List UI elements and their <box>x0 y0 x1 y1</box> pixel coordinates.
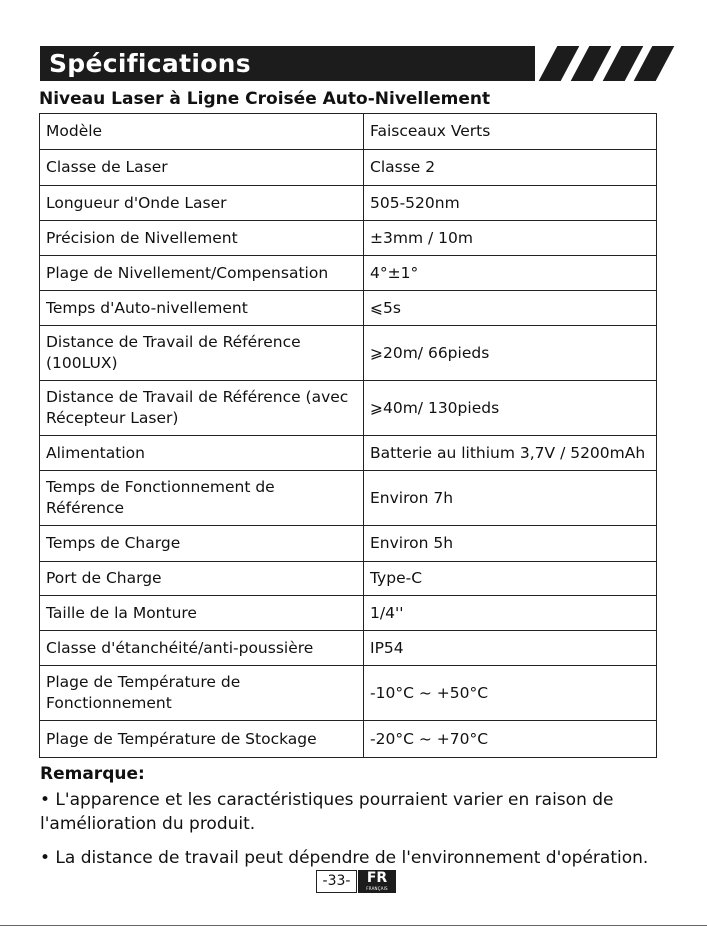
spec-value: -10°C ~ +50°C <box>364 666 657 721</box>
table-row <box>40 256 657 291</box>
section-banner <box>40 46 656 81</box>
remark-note: • L'apparence et les caractéristiques pourraient varier en raison de l'amélioration du produit. <box>40 790 614 834</box>
remark-note: • La distance de travail peut dépendre de l'environnement d'opération. <box>40 848 649 868</box>
spec-label: Longueur d'Onde Laser <box>40 186 364 221</box>
spec-value: Environ 5h <box>364 526 657 562</box>
table-row <box>40 186 657 221</box>
spec-value: IP54 <box>364 631 657 666</box>
spec-label: Plage de Température de Fonctionnement <box>40 666 364 721</box>
table-row <box>40 291 657 326</box>
table-row <box>40 150 657 186</box>
table-row <box>40 631 657 666</box>
spec-value: Type-C <box>364 562 657 596</box>
spec-value: 1/4'' <box>364 596 657 631</box>
spec-value: -20°C ~ +70°C <box>364 721 657 758</box>
table-row <box>40 526 657 562</box>
section-title: Spécifications <box>49 49 251 78</box>
spec-label: Temps de Charge <box>40 526 364 562</box>
spec-label: Précision de Nivellement <box>40 221 364 256</box>
page-number: -33- <box>316 870 357 893</box>
spec-table <box>39 113 657 758</box>
spec-label: Plage de Température de Stockage <box>40 721 364 758</box>
spec-value: Batterie au lithium 3,7V / 5200mAh <box>364 436 657 471</box>
product-title: Niveau Laser à Ligne Croisée Auto-Nivellement <box>39 89 491 109</box>
table-row <box>40 562 657 596</box>
page-divider <box>0 925 707 926</box>
remarks-title: Remarque: <box>40 764 145 784</box>
table-row <box>40 596 657 631</box>
language-code: FR <box>366 870 388 886</box>
spec-value: ±3mm / 10m <box>364 221 657 256</box>
spec-value: ⩾20m/ 66pieds <box>364 326 657 381</box>
table-row <box>40 221 657 256</box>
spec-label: Temps d'Auto-nivellement <box>40 291 364 326</box>
table-row <box>40 381 657 436</box>
banner-bar <box>40 46 535 81</box>
table-row <box>40 721 657 758</box>
spec-label: Alimentation <box>40 436 364 471</box>
spec-value: 505-520nm <box>364 186 657 221</box>
spec-value: Environ 7h <box>364 471 657 526</box>
spec-value: ⩽5s <box>364 291 657 326</box>
spec-label: Distance de Travail de Référence (100LUX) <box>40 326 364 381</box>
table-row <box>40 666 657 721</box>
table-row <box>40 114 657 150</box>
spec-value: Faisceaux Verts <box>364 114 657 150</box>
spec-value: Classe 2 <box>364 150 657 186</box>
language-badge <box>358 870 396 893</box>
spec-label: Port de Charge <box>40 562 364 596</box>
spec-value: ⩾40m/ 130pieds <box>364 381 657 436</box>
language-name: FRANÇAIS <box>366 886 388 891</box>
table-row <box>40 326 657 381</box>
spec-label: Modèle <box>40 114 364 150</box>
spec-label: Taille de la Monture <box>40 596 364 631</box>
spec-label: Distance de Travail de Référence (avec Récepteur Laser) <box>40 381 364 436</box>
table-row <box>40 436 657 471</box>
spec-value: 4°±1° <box>364 256 657 291</box>
spec-label: Classe de Laser <box>40 150 364 186</box>
spec-label: Plage de Nivellement/Compensation <box>40 256 364 291</box>
spec-label: Classe d'étanchéité/anti-poussière <box>40 631 364 666</box>
table-row <box>40 471 657 526</box>
spec-label: Temps de Fonctionnement de Référence <box>40 471 364 526</box>
